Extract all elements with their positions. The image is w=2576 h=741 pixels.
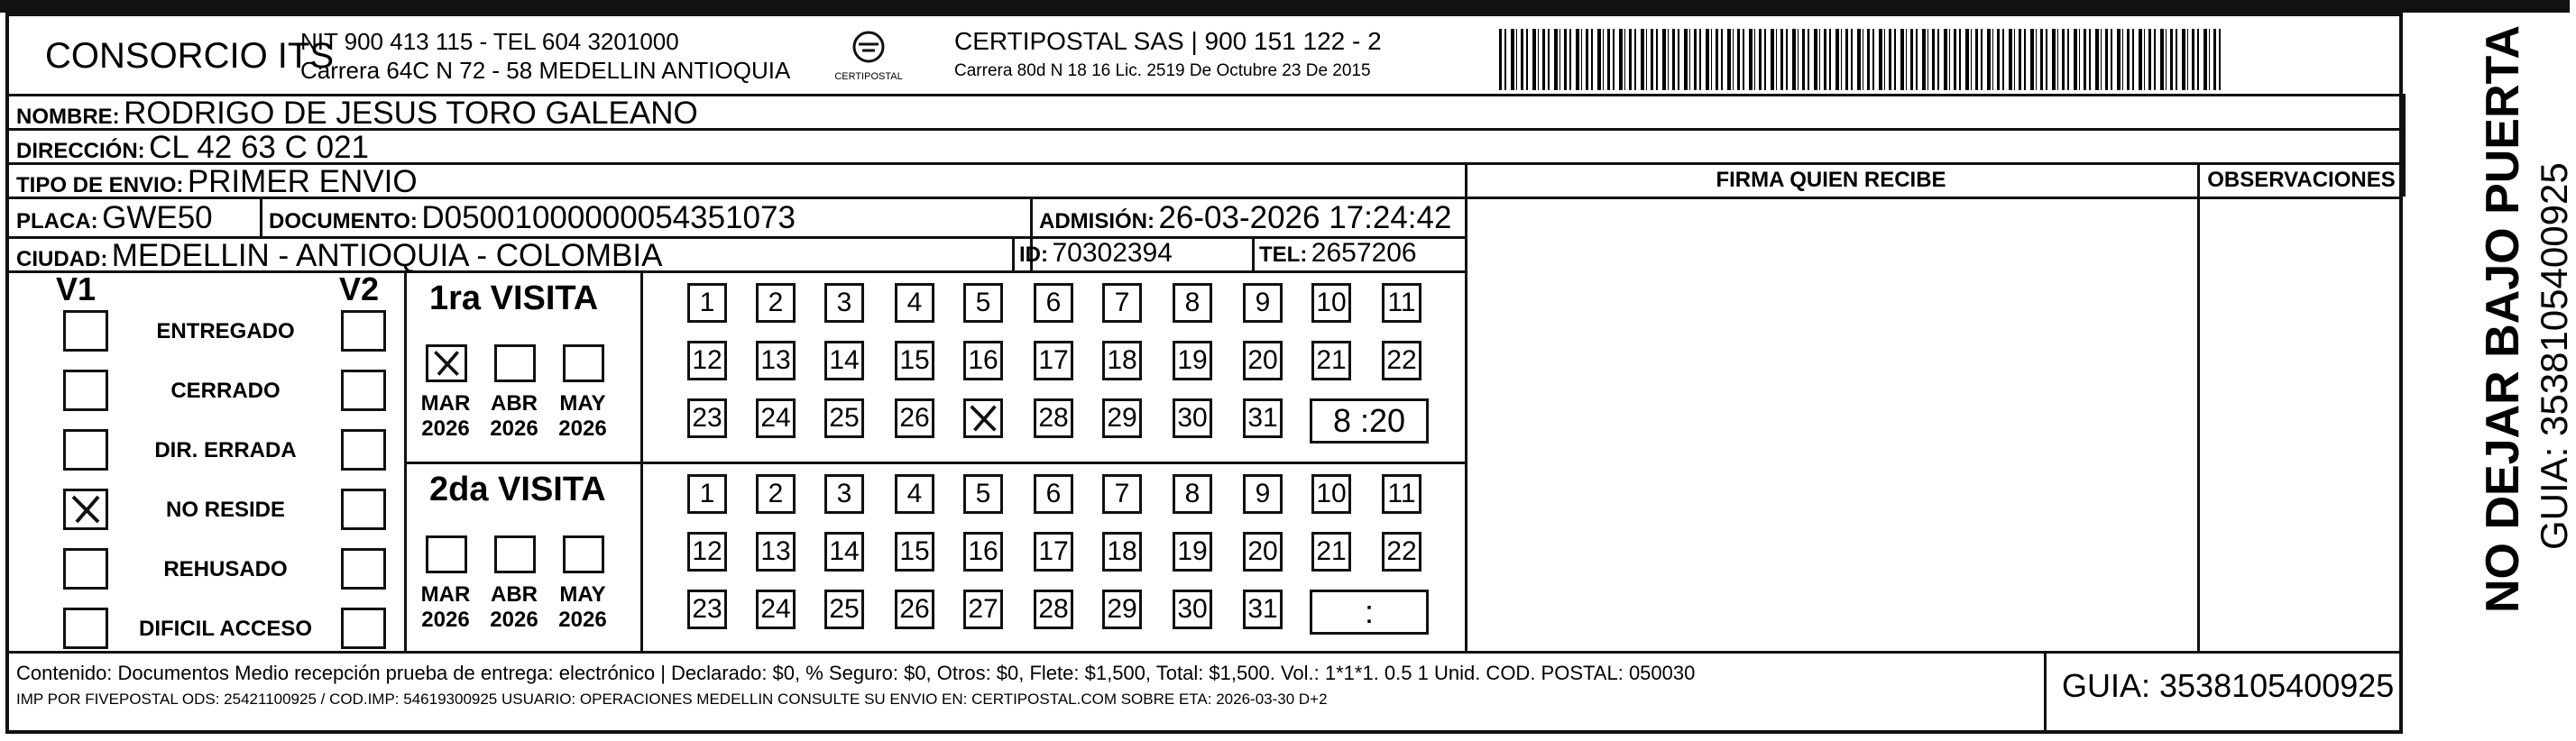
- day-cell[interactable]: 9: [1243, 283, 1283, 323]
- day-cell[interactable]: 31: [1243, 398, 1283, 438]
- day-cell[interactable]: 11: [1382, 283, 1421, 323]
- v2-checkbox[interactable]: [341, 608, 386, 649]
- day-cell[interactable]: 25: [824, 398, 864, 438]
- day-cell[interactable]: 19: [1173, 341, 1212, 380]
- day-cell[interactable]: 24: [756, 398, 796, 438]
- month-label: MAY: [559, 582, 606, 607]
- v1-header: V1: [56, 270, 97, 307]
- direccion-row: DIRECCIÓN: CL 42 63 C 021: [16, 130, 369, 165]
- month-label: MAY: [559, 391, 606, 416]
- day-cell[interactable]: 4: [895, 474, 934, 514]
- day-cell[interactable]: 2: [756, 283, 796, 323]
- month-label: MAR: [420, 391, 471, 416]
- day-cell[interactable]: 16: [963, 341, 1003, 380]
- admision-value: 26-03-2026 17:24:42: [1158, 200, 1452, 235]
- day-cell[interactable]: 4: [895, 283, 934, 323]
- tipo-envio-row: TIPO DE ENVIO: PRIMER ENVIO: [16, 164, 418, 199]
- v1-checkbox[interactable]: [63, 429, 108, 471]
- firma-header: FIRMA QUIEN RECIBE: [1716, 168, 1946, 192]
- day-cell[interactable]: 15: [895, 341, 934, 380]
- day-cell[interactable]: 22: [1382, 532, 1421, 572]
- logo-text: CERTIPOSTAL: [834, 71, 903, 82]
- company-name: CONSORCIO ITS: [45, 36, 335, 76]
- v1-checkbox[interactable]: [63, 548, 108, 590]
- v2-checkbox[interactable]: [341, 370, 386, 411]
- side-warning: NO DEJAR BAJO PUERTA: [2477, 24, 2529, 613]
- day-cell[interactable]: 13: [756, 532, 796, 572]
- placa-field: PLACA: GWE50: [16, 200, 213, 235]
- day-cell[interactable]: 5: [963, 474, 1003, 514]
- day-cell[interactable]: 21: [1311, 341, 1351, 380]
- day-cell[interactable]: 28: [1034, 590, 1073, 629]
- ciudad-field: CIUDAD: MEDELLIN - ANTIOQUIA - COLOMBIA: [16, 238, 663, 273]
- year-label: 2026: [421, 416, 470, 441]
- barcode: [1499, 29, 2221, 90]
- status-label: DIR. ERRADA: [154, 438, 297, 462]
- day-cell[interactable]: 21: [1311, 532, 1351, 572]
- v1-checkbox[interactable]: [63, 310, 108, 352]
- v1-checkbox[interactable]: [63, 370, 108, 411]
- day-cell[interactable]: 2: [756, 474, 796, 514]
- year-label: 2026: [558, 608, 607, 632]
- day-cell[interactable]: 18: [1102, 341, 1142, 380]
- month-checkbox[interactable]: [494, 535, 536, 573]
- year-label: 2026: [421, 608, 470, 632]
- day-cell[interactable]: 7: [1102, 474, 1142, 514]
- year-label: 2026: [490, 416, 538, 441]
- day-cell[interactable]: 20: [1243, 532, 1283, 572]
- day-cell[interactable]: 19: [1173, 532, 1212, 572]
- day-cell[interactable]: 12: [687, 532, 727, 572]
- day-cell[interactable]: 12: [687, 341, 727, 380]
- day-cell[interactable]: 10: [1311, 474, 1351, 514]
- v2-checkbox[interactable]: [341, 310, 386, 352]
- day-cell[interactable]: 8: [1173, 474, 1212, 514]
- day-cell[interactable]: 3: [824, 283, 864, 323]
- year-label: 2026: [490, 608, 538, 632]
- side-guia: GUIA: 3538105400925: [2533, 162, 2575, 550]
- day-cell[interactable]: 17: [1034, 341, 1073, 380]
- day-cell[interactable]: 17: [1034, 532, 1073, 572]
- day-cell[interactable]: 9: [1243, 474, 1283, 514]
- status-label: DIFICIL ACCESO: [138, 617, 312, 641]
- day-cell[interactable]: 15: [895, 532, 934, 572]
- month-checkbox[interactable]: [494, 344, 536, 382]
- footer-guia: GUIA: 3538105400925: [2062, 667, 2395, 704]
- day-cell[interactable]: 29: [1102, 398, 1142, 438]
- footer-imp: IMP POR FIVEPOSTAL ODS: 25421100925 / COD.IMP: 54619300925 USUARIO: OPERACIONES MEDELLIN CONSULTE SU ENVIO EN: CERTIPOSTAL.COM SOBRE ETA: 2026-03-30 D+2: [16, 691, 1328, 708]
- day-cell[interactable]: 31: [1243, 590, 1283, 629]
- month-label: ABR: [491, 582, 538, 607]
- certipostal-logo-icon: [834, 29, 903, 85]
- day-cell[interactable]: 29: [1102, 590, 1142, 629]
- id-field: ID: 70302394: [1019, 238, 1173, 268]
- day-cell[interactable]: 6: [1034, 283, 1073, 323]
- day-cell[interactable]: 7: [1102, 283, 1142, 323]
- day-cell[interactable]: 26: [895, 398, 934, 438]
- day-cell[interactable]: 3: [824, 474, 864, 514]
- day-cell[interactable]: 23: [687, 590, 727, 629]
- day-cell[interactable]: 8: [1173, 283, 1212, 323]
- day-cell[interactable]: 10: [1311, 283, 1351, 323]
- time-box[interactable]: 8 :20: [1310, 398, 1429, 444]
- direccion-value: CL 42 63 C 021: [149, 130, 369, 165]
- year-label: 2026: [558, 416, 607, 441]
- documento-value: D05001000000054351073: [421, 200, 796, 235]
- company-address: Carrera 64C N 72 - 58 MEDELLIN ANTIOQUIA: [300, 57, 791, 84]
- visit-title: 2da VISITA: [429, 471, 606, 508]
- day-cell[interactable]: 16: [963, 532, 1003, 572]
- observaciones-header: OBSERVACIONES: [2207, 168, 2396, 192]
- id-value: 70302394: [1052, 238, 1173, 268]
- documento-field: DOCUMENTO: D05001000000054351073: [269, 200, 796, 235]
- status-label: REHUSADO: [163, 557, 288, 581]
- month-label: MAR: [420, 582, 471, 607]
- nombre-row: NOMBRE: RODRIGO DE JESUS TORO GALEANO: [16, 96, 698, 131]
- day-cell[interactable]: 30: [1173, 590, 1212, 629]
- v1-checkbox[interactable]: [63, 608, 108, 649]
- day-cell[interactable]: 25: [824, 590, 864, 629]
- ciudad-value: MEDELLIN - ANTIOQUIA - COLOMBIA: [111, 238, 663, 273]
- v2-header: V2: [339, 270, 380, 307]
- status-label: NO RESIDE: [165, 498, 286, 522]
- tipo-envio-value: PRIMER ENVIO: [187, 164, 418, 199]
- day-cell[interactable]: 5: [963, 283, 1003, 323]
- time-box[interactable]: :: [1310, 590, 1429, 635]
- placa-value: GWE50: [102, 200, 213, 235]
- day-cell[interactable]: 26: [895, 590, 934, 629]
- month-checkbox[interactable]: [426, 344, 467, 382]
- nombre-value: RODRIGO DE JESUS TORO GALEANO: [124, 96, 698, 131]
- day-cell[interactable]: 30: [1173, 398, 1212, 438]
- month-checkbox[interactable]: [563, 535, 604, 573]
- month-checkbox[interactable]: [563, 344, 604, 382]
- day-cell[interactable]: 1: [687, 474, 727, 514]
- month-label: ABR: [491, 391, 538, 416]
- day-cell[interactable]: 22: [1382, 341, 1421, 380]
- company-nit-tel: NIT 900 413 115 - TEL 604 3201000: [300, 28, 679, 55]
- v2-checkbox[interactable]: [341, 429, 386, 471]
- footer-contenido: Contenido: Documentos Medio recepción prueba de entrega: electrónico | Declarado: $0, % Seguro: $0, Otros: $0, Flete: $1,500, Total: $1,500. Vol.: 1*1*1. 0.5 1 Unid. COD. POSTAL: 050030: [16, 662, 1696, 684]
- v2-checkbox[interactable]: [341, 489, 386, 530]
- day-cell[interactable]: 18: [1102, 532, 1142, 572]
- carrier-address: Carrera 80d N 18 16 Lic. 2519 De Octubre 23 De 2015: [954, 61, 1371, 80]
- v1-checkbox[interactable]: [63, 489, 108, 530]
- day-cell[interactable]: 24: [756, 590, 796, 629]
- day-cell[interactable]: 6: [1034, 474, 1073, 514]
- month-checkbox[interactable]: [426, 535, 467, 573]
- day-cell[interactable]: 23: [687, 398, 727, 438]
- carrier-name: CERTIPOSTAL SAS | 900 151 122 - 2: [954, 27, 1382, 55]
- day-cell[interactable]: 14: [824, 341, 864, 380]
- tel-value: 2657206: [1311, 238, 1417, 268]
- top-border: [0, 0, 2570, 13]
- day-cell[interactable]: 20: [1243, 341, 1283, 380]
- day-cell[interactable]: [963, 398, 1003, 438]
- tel-field: TEL: 2657206: [1259, 238, 1417, 268]
- v2-checkbox[interactable]: [341, 548, 386, 590]
- status-label: ENTREGADO: [156, 319, 295, 343]
- day-cell[interactable]: 28: [1034, 398, 1073, 438]
- visit-title: 1ra VISITA: [429, 279, 599, 317]
- day-cell[interactable]: 13: [756, 341, 796, 380]
- status-label: CERRADO: [170, 379, 281, 403]
- day-cell[interactable]: 27: [963, 590, 1003, 629]
- admision-field: ADMISIÓN: 26-03-2026 17:24:42: [1039, 200, 1452, 235]
- day-cell[interactable]: 1: [687, 283, 727, 323]
- day-cell[interactable]: 14: [824, 532, 864, 572]
- day-cell[interactable]: 11: [1382, 474, 1421, 514]
